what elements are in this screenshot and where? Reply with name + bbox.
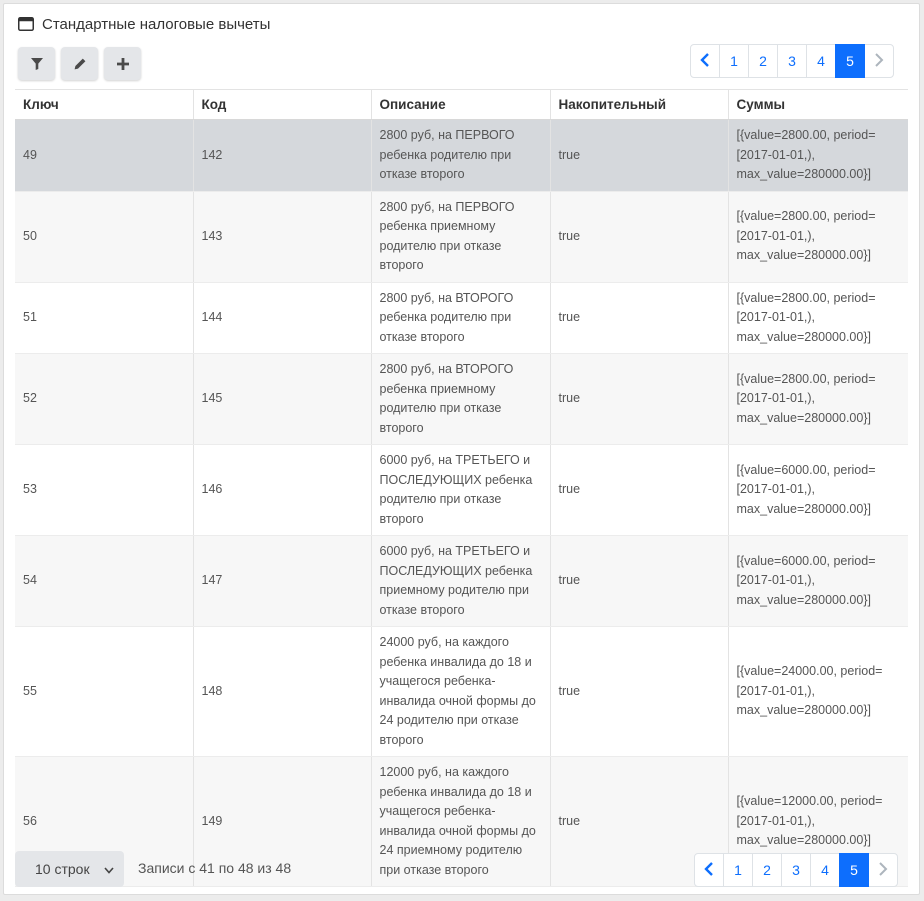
cell-cumulative: true	[550, 354, 728, 445]
cell-key: 56	[15, 757, 193, 887]
toolbar	[18, 47, 141, 80]
cell-cumulative: true	[550, 536, 728, 627]
data-table	[15, 89, 908, 887]
cell-cumulative: true	[550, 282, 728, 354]
page-1-button[interactable]: 1	[723, 853, 753, 887]
cell-key: 52	[15, 354, 193, 445]
cell-code: 145	[193, 354, 371, 445]
column-header-sums[interactable]: Суммы	[728, 90, 908, 120]
table-row[interactable]	[15, 354, 908, 445]
filter-button[interactable]	[18, 47, 55, 80]
cell-description: 2800 руб, на ВТОРОГО ребенка родителю при отказе второго	[371, 282, 550, 354]
cell-code: 143	[193, 191, 371, 282]
filter-icon	[31, 58, 43, 70]
cell-key: 53	[15, 445, 193, 536]
page-3-button[interactable]: 3	[777, 44, 807, 78]
cell-key: 51	[15, 282, 193, 354]
table-row[interactable]	[15, 120, 908, 192]
cell-key: 54	[15, 536, 193, 627]
column-header-key[interactable]: Ключ	[15, 90, 193, 120]
table-row[interactable]	[15, 536, 908, 627]
cell-code: 146	[193, 445, 371, 536]
next-page-button[interactable]	[864, 44, 894, 78]
cell-sums: [{value=24000.00, period=[2017-01-01,), max_value=280000.00}]	[728, 627, 908, 757]
page-1-button[interactable]: 1	[719, 44, 749, 78]
next-page-button[interactable]	[868, 853, 898, 887]
table-header-row	[15, 90, 908, 120]
cell-cumulative: true	[550, 627, 728, 757]
cell-sums: [{value=6000.00, period=[2017-01-01,), max_value=280000.00}]	[728, 445, 908, 536]
cell-key: 55	[15, 627, 193, 757]
cell-sums: [{value=2800.00, period=[2017-01-01,), max_value=280000.00}]	[728, 354, 908, 445]
chevron-left-icon	[704, 862, 714, 879]
cell-sums: [{value=2800.00, period=[2017-01-01,), max_value=280000.00}]	[728, 120, 908, 192]
cell-description: 12000 руб, на каждого ребенка инвалида до 18 и учащегося ребенка-инвалида очной формы до 24 приемному родителю при отказе второго	[371, 757, 550, 887]
window-icon	[18, 17, 34, 31]
table-row[interactable]	[15, 191, 908, 282]
panel	[3, 3, 920, 895]
page-4-button[interactable]: 4	[806, 44, 836, 78]
page-3-button[interactable]: 3	[781, 853, 811, 887]
page-size-select[interactable]	[15, 851, 124, 887]
page-2-button[interactable]: 2	[748, 44, 778, 78]
cell-description: 2800 руб, на ВТОРОГО ребенка приемному родителю при отказе второго	[371, 354, 550, 445]
prev-page-button[interactable]	[694, 853, 724, 887]
pagination-bottom	[694, 853, 898, 887]
cell-description: 6000 руб, на ТРЕТЬЕГО и ПОСЛЕДУЮЩИХ ребенка приемному родителю при отказе второго	[371, 536, 550, 627]
table-row[interactable]	[15, 445, 908, 536]
cell-code: 147	[193, 536, 371, 627]
records-info: Записи с 41 по 48 из 48	[138, 860, 292, 876]
plus-icon	[117, 58, 129, 70]
column-header-cumulative[interactable]: Накопительный	[550, 90, 728, 120]
cell-description: 24000 руб, на каждого ребенка инвалида до 18 и учащегося ребенка-инвалида очной формы до 24 родителю при отказе второго	[371, 627, 550, 757]
cell-sums: [{value=2800.00, period=[2017-01-01,), max_value=280000.00}]	[728, 191, 908, 282]
prev-page-button[interactable]	[690, 44, 720, 78]
pagination-top	[690, 44, 894, 78]
cell-key: 49	[15, 120, 193, 192]
table-row[interactable]	[15, 282, 908, 354]
page-title: Стандартные налоговые вычеты	[42, 15, 271, 33]
cell-description: 6000 руб, на ТРЕТЬЕГО и ПОСЛЕДУЮЩИХ ребенка родителю при отказе второго	[371, 445, 550, 536]
cell-cumulative: true	[550, 757, 728, 887]
table-row[interactable]	[15, 627, 908, 757]
cell-cumulative: true	[550, 445, 728, 536]
cell-cumulative: true	[550, 120, 728, 192]
page-size-value: 10 строк	[35, 861, 90, 877]
cell-key: 50	[15, 191, 193, 282]
chevron-right-icon	[878, 862, 888, 879]
cell-code: 148	[193, 627, 371, 757]
cell-sums: [{value=12000.00, period=[2017-01-01,), max_value=280000.00}]	[728, 757, 908, 887]
page-2-button[interactable]: 2	[752, 853, 782, 887]
chevron-right-icon	[874, 53, 884, 70]
cell-code: 149	[193, 757, 371, 887]
cell-sums: [{value=2800.00, period=[2017-01-01,), max_value=280000.00}]	[728, 282, 908, 354]
cell-code: 144	[193, 282, 371, 354]
column-header-code[interactable]: Код	[193, 90, 371, 120]
cell-sums: [{value=6000.00, period=[2017-01-01,), max_value=280000.00}]	[728, 536, 908, 627]
cell-description: 2800 руб, на ПЕРВОГО ребенка родителю при отказе второго	[371, 120, 550, 192]
edit-button[interactable]	[61, 47, 98, 80]
cell-cumulative: true	[550, 191, 728, 282]
column-header-description[interactable]: Описание	[371, 90, 550, 120]
pencil-icon	[74, 58, 86, 70]
chevron-down-icon	[104, 861, 114, 877]
page-4-button[interactable]: 4	[810, 853, 840, 887]
chevron-left-icon	[700, 53, 710, 70]
cell-description: 2800 руб, на ПЕРВОГО ребенка приемному родителю при отказе второго	[371, 191, 550, 282]
cell-code: 142	[193, 120, 371, 192]
panel-header	[18, 13, 270, 35]
add-button[interactable]	[104, 47, 141, 80]
page-5-button[interactable]: 5	[835, 44, 865, 78]
page-5-button[interactable]: 5	[839, 853, 869, 887]
